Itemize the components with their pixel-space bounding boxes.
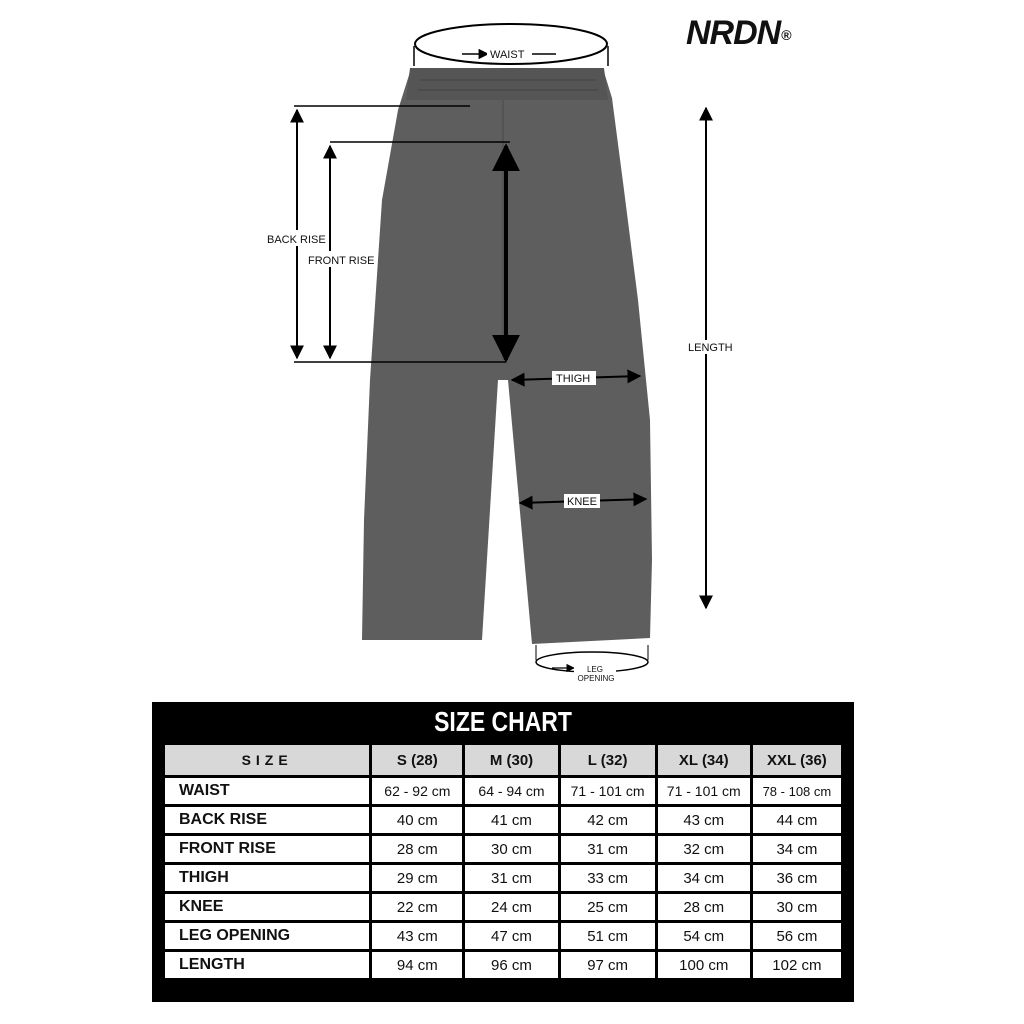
table-cell: 28 cm bbox=[658, 894, 750, 920]
table-cell: 97 cm bbox=[561, 952, 655, 978]
table-cell: 41 cm bbox=[465, 807, 557, 833]
table-row bbox=[165, 923, 841, 949]
table-cell: 78 - 108 cm bbox=[753, 778, 841, 804]
row-label: LENGTH bbox=[165, 952, 369, 978]
table-cell: 43 cm bbox=[372, 923, 462, 949]
table-row bbox=[165, 807, 841, 833]
table-cell: 43 cm bbox=[658, 807, 750, 833]
row-label: LEG OPENING bbox=[165, 923, 369, 949]
table-cell: 31 cm bbox=[465, 865, 557, 891]
length-label: LENGTH bbox=[688, 342, 733, 354]
table-cell: 28 cm bbox=[372, 836, 462, 862]
table-cell: 47 cm bbox=[465, 923, 557, 949]
table-cell: 100 cm bbox=[658, 952, 750, 978]
table-row bbox=[165, 836, 841, 862]
table-cell: 62 - 92 cm bbox=[372, 778, 462, 804]
table-cell: 96 cm bbox=[465, 952, 557, 978]
size-chart bbox=[152, 702, 854, 1002]
table-cell: 36 cm bbox=[753, 865, 841, 891]
size-header-cell: L (32) bbox=[561, 745, 655, 775]
row-label: FRONT RISE bbox=[165, 836, 369, 862]
row-label: THIGH bbox=[165, 865, 369, 891]
size-chart-title: SIZE CHART bbox=[434, 706, 572, 737]
table-cell: 71 - 101 cm bbox=[561, 778, 655, 804]
row-label: WAIST bbox=[165, 778, 369, 804]
table-cell: 102 cm bbox=[753, 952, 841, 978]
leg-opening-label-line1: LEG bbox=[586, 665, 604, 674]
table-cell: 30 cm bbox=[465, 836, 557, 862]
brand-name: NRDN bbox=[686, 14, 781, 52]
size-table bbox=[162, 742, 844, 981]
table-cell: 42 cm bbox=[561, 807, 655, 833]
table-cell: 31 cm bbox=[561, 836, 655, 862]
knee-label: KNEE bbox=[567, 496, 597, 508]
size-header-label: SIZE bbox=[165, 745, 369, 775]
table-row bbox=[165, 778, 841, 804]
registered-mark: ® bbox=[781, 27, 791, 43]
table-row bbox=[165, 952, 841, 978]
size-header-row bbox=[165, 745, 841, 775]
size-header-cell: XXL (36) bbox=[753, 745, 841, 775]
table-cell: 32 cm bbox=[658, 836, 750, 862]
front-rise-label: FRONT RISE bbox=[308, 255, 375, 267]
table-cell: 25 cm bbox=[561, 894, 655, 920]
table-cell: 24 cm bbox=[465, 894, 557, 920]
table-cell: 44 cm bbox=[753, 807, 841, 833]
size-header-cell: M (30) bbox=[465, 745, 557, 775]
table-cell: 51 cm bbox=[561, 923, 655, 949]
table-cell: 22 cm bbox=[372, 894, 462, 920]
row-label: BACK RISE bbox=[165, 807, 369, 833]
size-header-cell: XL (34) bbox=[658, 745, 750, 775]
size-header-cell: S (28) bbox=[372, 745, 462, 775]
table-cell: 29 cm bbox=[372, 865, 462, 891]
table-cell: 54 cm bbox=[658, 923, 750, 949]
table-cell: 34 cm bbox=[658, 865, 750, 891]
thigh-label: THIGH bbox=[556, 373, 591, 385]
table-cell: 33 cm bbox=[561, 865, 655, 891]
table-cell: 64 - 94 cm bbox=[465, 778, 557, 804]
table-row bbox=[165, 865, 841, 891]
table-cell: 56 cm bbox=[753, 923, 841, 949]
leg-opening-label-line2: OPENING bbox=[577, 674, 615, 683]
table-cell: 71 - 101 cm bbox=[658, 778, 750, 804]
brand-logo bbox=[686, 14, 791, 53]
table-cell: 34 cm bbox=[753, 836, 841, 862]
table-cell: 94 cm bbox=[372, 952, 462, 978]
table-cell: 40 cm bbox=[372, 807, 462, 833]
table-row bbox=[165, 894, 841, 920]
waistband bbox=[406, 68, 608, 100]
table-cell: 30 cm bbox=[753, 894, 841, 920]
waist-label: WAIST bbox=[490, 49, 525, 61]
back-rise-label: BACK RISE bbox=[267, 234, 326, 246]
row-label: KNEE bbox=[165, 894, 369, 920]
